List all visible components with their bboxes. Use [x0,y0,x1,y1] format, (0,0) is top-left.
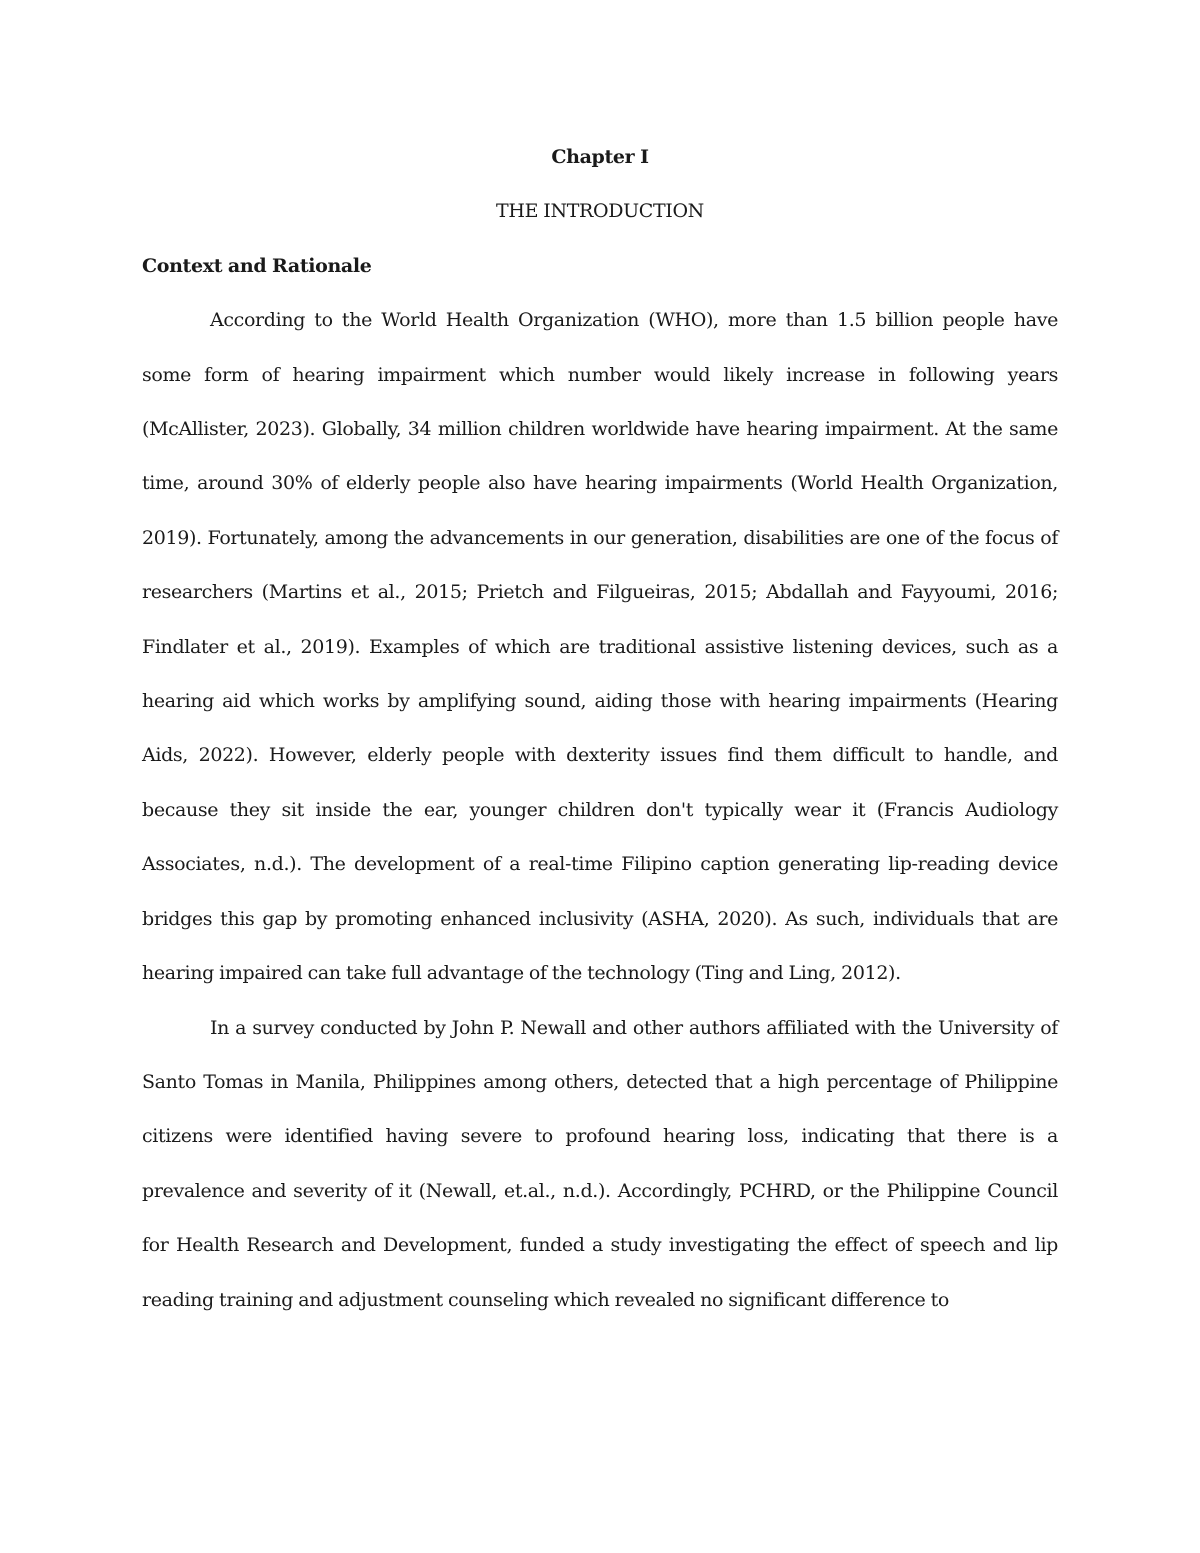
body-paragraph: In a survey conducted by John P. Newall and other authors affiliated with the University of Santo Tomas in Manila, Philippines among others, detected that a high percentage of Philippine citizens were identified having severe to profound hearing loss, indicating that there is a prevalence and severity of it (Newall, et.al., n.d.). Accordingly, PCHRD, or the Philippine Council for Health Research and Development, funded a study investigating the effect of speech and lip reading training and adjustment counseling which revealed no significant difference to [142,1016,1058,1311]
body-paragraph: According to the World Health Organization (WHO), more than 1.5 billion people have some form of hearing impairment which number would likely increase in following years (McAllister, 2023). Globally, 34 million children worldwide have hearing impairment. At the same time, around 30% of elderly people also have hearing impairments (World Health Organization, 2019). Fortunately, among the advancements in our generation, disabilities are one of the focus of researchers (Martins et al., 2015; Prietch and Filgueiras, 2015; Abdallah and Fayyoumi, 2016; Findlater et al., 2019). Examples of which are traditional assistive listening devices, such as a hearing aid which works by amplifying sound, aiding those with hearing impairments (Hearing Aids, 2022). However, elderly people with dexterity issues find them difficult to handle, and because they sit inside the ear, younger children don't typically wear it (Francis Audiology Associates, n.d.). The development of a real-time Filipino caption generating lip-reading device bridges this gap by promoting enhanced inclusivity (ASHA, 2020). As such, individuals that are hearing impaired can take full advantage of the technology (Ting and Ling, 2012). [142,309,1058,985]
chapter-title: THE INTRODUCTION [496,200,704,223]
chapter-label: Chapter I [551,146,649,168]
document-body [142,130,1058,1327]
section-heading: Context and Rationale [142,254,372,277]
